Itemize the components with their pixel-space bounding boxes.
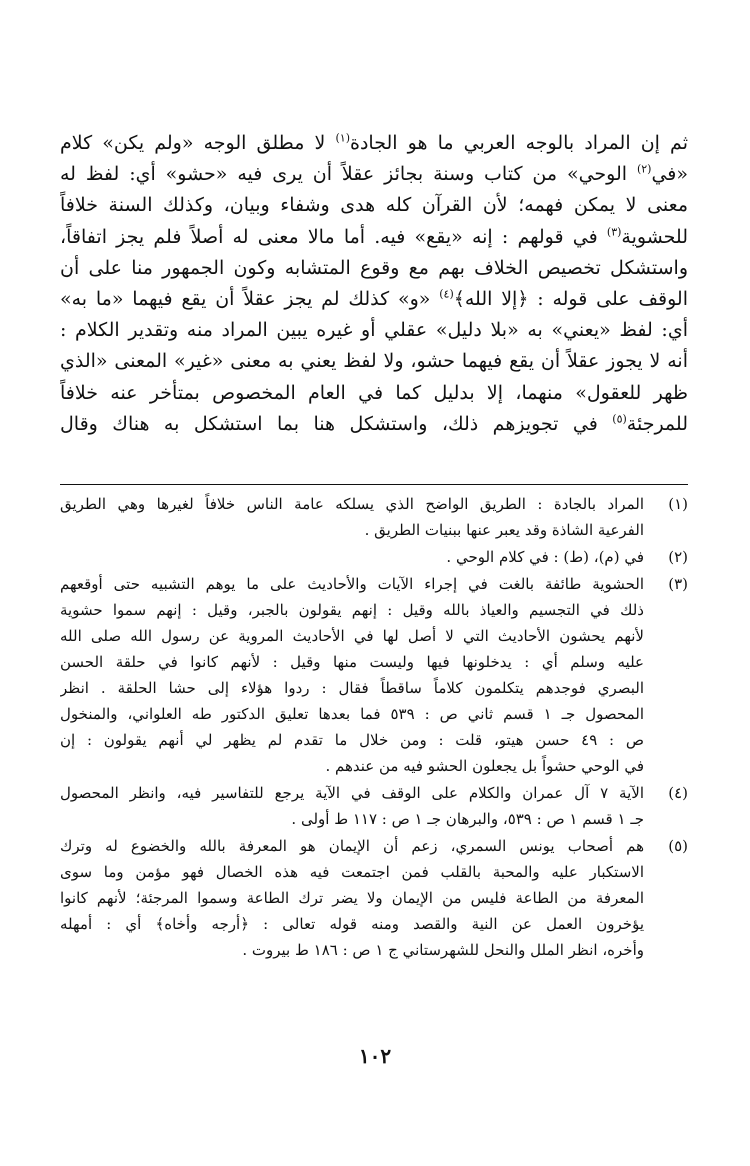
body-line-text: لا مطلق الوجه «ولم يكن» كلام bbox=[60, 132, 336, 154]
footnote-line: البصري فوجدهم يتكلمون كلاماً ساقطاً فقال : ردوا هؤلاء إلى حشا الحلقة . انظر bbox=[60, 679, 644, 697]
footnote-line: لأنهم يحشون الأحاديث التي لا أصل لها في الأحاديث المروية عن رسول الله صلى الله bbox=[60, 627, 644, 645]
body-line-text: الوقف على قوله : ﴿إلا الله﴾ bbox=[453, 287, 688, 310]
footnote-ref: (٤) bbox=[439, 287, 454, 301]
footnote-line: ص : ٤٩ حسن هيتو، قلت : ومن خلال ما تقدم لم يظهر لي أنهم يقولون : إن bbox=[60, 731, 644, 749]
footnote-line: ذلك في التجسيم والعياذ بالله وقيل : إنهم يقولون بالجبر، وقيل : إنهم سموا حشوية bbox=[60, 601, 644, 619]
footnote-line: جـ ١ قسم ١ ص : ٥٣٩، والبرهان جـ ١ ص : ١١٧ ط أولى . bbox=[291, 810, 644, 828]
body-line bbox=[60, 128, 688, 159]
footnote-line: الفرعية الشاذة وقد يعبر عنها ببنيات الطريق . bbox=[364, 521, 644, 539]
footnote bbox=[60, 571, 688, 779]
footnote bbox=[60, 833, 688, 963]
body-line: ظهر للعقول» منهما، إلا بدليل كما في العام المخصوص بمتأخر عنه خلافاً bbox=[60, 381, 688, 404]
body-line: أنه لا يجوز عقلاً أن يقع فيهما حشو، ولا لفظ يعني به معنى «غير» المعنى «الذي bbox=[60, 350, 688, 373]
body-line-text: في تجويزهم ذلك، واستشكل هنا بما استشكل به هناك وقال bbox=[60, 412, 613, 435]
main-body-text bbox=[60, 128, 688, 440]
body-line bbox=[60, 409, 688, 440]
body-line bbox=[60, 284, 688, 315]
footnotes bbox=[60, 491, 688, 964]
body-line: معنى لا يمكن فهمه؛ لأن القرآن كله هدى وشفاء وبيان، وكذلك السنة خلافاً bbox=[60, 194, 688, 217]
footnote-number: (١) bbox=[668, 495, 688, 513]
body-line-text: «و» كذلك لم يجز عقلاً أن يقع فيهما «ما به» bbox=[60, 287, 440, 310]
body-line: أي: لفظ «يعني» به «بلا دليل» عقلي أو غيره يبين المراد منه وتقدير الكلام : bbox=[60, 319, 688, 342]
footnote bbox=[60, 780, 688, 832]
body-line-text: «في bbox=[651, 163, 688, 186]
footnote-divider bbox=[60, 484, 688, 485]
footnote-line: في الوحي حشواً بل يجعلون الحشو فيه من عندهم . bbox=[325, 757, 644, 775]
footnote-line: هم أصحاب يونس السمري، زعم أن الإيمان هو المعرفة بالله والخضوع له وترك bbox=[60, 837, 644, 855]
footnote-line: في (م)، (ط) : في كلام الوحي . bbox=[446, 548, 644, 566]
footnote-line: الحشوية طائفة بالغت في إجراء الآيات والأحاديث على ما يوهم التشبيه حتى أوقعهم bbox=[60, 575, 644, 593]
body-line bbox=[60, 159, 688, 190]
footnote bbox=[60, 544, 688, 570]
footnote-ref: (٢) bbox=[636, 162, 652, 176]
body-line-text: للحشوية bbox=[621, 225, 688, 248]
footnote-ref: (١) bbox=[335, 131, 350, 145]
footnote bbox=[60, 491, 688, 543]
body-line-text: للمرجئة bbox=[626, 412, 688, 435]
body-line-text: الوحي» من كتاب وسنة بجائز عقلاً أن يرى فيه «حشو» أي: لفظ له bbox=[60, 163, 637, 186]
footnote-line: المحصول جـ ١ قسم ثاني ص : ٥٣٩ فما بعدها تعليق الدكتور طه العلواني، والمنخول bbox=[60, 705, 644, 723]
footnote-number: (٤) bbox=[668, 784, 688, 802]
footnote-number: (٥) bbox=[668, 837, 688, 855]
footnote-ref: (٣) bbox=[606, 225, 622, 239]
footnote-line: الاستكبار عليه والمحبة بالقلب فمن اجتمعت فيه هذه الخصال فهو مؤمن وما سوى bbox=[60, 863, 644, 881]
footnote-line: يؤخرون العمل عن النية والقصد ومنه قوله تعالى : ﴿أرجه وأخاه﴾ أي : أمهله bbox=[60, 915, 644, 933]
footnote-line: عليه وسلم أي : يدخلونها فيها وليست منها وقيل : لأنهم كانوا في حلقة الحسن bbox=[60, 653, 644, 671]
page-number: ١٠٢ bbox=[358, 1044, 392, 1068]
footnote-line: المعرفة من الطاعة فليس من الإيمان ولا يضر ترك الطاعة وسموا المرجئة؛ لأنهم كانوا bbox=[60, 889, 644, 907]
footnote-number: (٣) bbox=[668, 575, 688, 593]
footnote-ref: (٥) bbox=[612, 412, 627, 426]
footnote-line: الآية ٧ آل عمران والكلام على الوقف في الآية يرجع للتفاسير فيه، وانظر المحصول bbox=[60, 784, 644, 802]
footnote-line: المراد بالجادة : الطريق الواضح الذي يسلكه عامة الناس خلافاً لغيرها وهي الطريق bbox=[60, 495, 644, 513]
body-line-text: في قولهم : إنه «يقع» فيه. أما مالا معنى له أصلاً فلم يجز اتفاقاً، bbox=[60, 225, 607, 248]
body-line: واستشكل تخصيص الخلاف بهم مع وقوع المتشابه وكون الجمهور منا على أن bbox=[60, 256, 688, 279]
footnote-number: (٢) bbox=[668, 548, 688, 566]
footnote-line: وأخره، انظر الملل والنحل للشهرستاني ج ١ ص : ١٨٦ ط بيروت . bbox=[242, 941, 644, 959]
body-line bbox=[60, 222, 688, 253]
body-line-text: ثم إن المراد بالوجه العربي ما هو الجادة bbox=[349, 132, 688, 154]
